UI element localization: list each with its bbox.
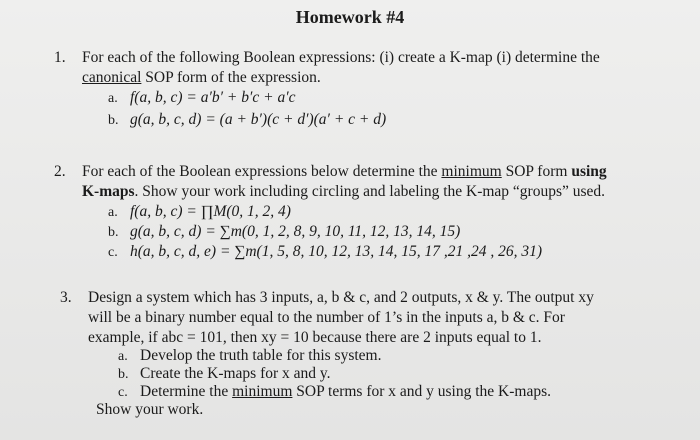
page-title: Homework #4 [295, 7, 405, 27]
q1-b-label: b. [108, 113, 119, 128]
q1-number: 1. [54, 49, 66, 66]
q3-item-b [118, 364, 331, 384]
q1-item-b [108, 110, 386, 130]
q1-canonical-underlined: canonical [82, 69, 142, 86]
q2-a-label: a. [108, 205, 118, 220]
q2-using-bold: using [571, 163, 607, 180]
q2-item-c [108, 242, 542, 262]
q3-c-text-rest: SOP terms for x and y using the K-maps. [292, 383, 552, 400]
q3-footer [96, 400, 203, 419]
q3-text-line1: Design a system which has 3 inputs, a, b & c, and 2 outputs, x & y. The output xy [88, 289, 594, 306]
q2-text-mid: SOP form [501, 163, 572, 180]
q3-item-a [118, 346, 382, 366]
q1-text-line2: SOP form of the expression. [141, 69, 321, 86]
q3-c-text-pre: Determine the [140, 383, 233, 400]
q1-a-expression: f(a, b, c) = a′b′ + b′c + a′c [130, 89, 296, 106]
q2-line1 [54, 162, 607, 181]
q3-a-text: Develop the truth table for this system. [140, 347, 382, 364]
q3-number: 3. [60, 289, 72, 306]
q1-text-line1: For each of the following Boolean expressions: (i) create a K-map (i) determine the [82, 49, 600, 66]
q1-line2 [82, 68, 321, 87]
q1-item-a [108, 88, 295, 108]
q2-b-label: b. [108, 225, 119, 240]
q2-number: 2. [54, 163, 66, 180]
q2-b-expression: g(a, b, c, d) = ∑m(0, 1, 2, 8, 9, 10, 11, 12, 13, 14, 15) [130, 223, 461, 240]
q1-b-expression: g(a, b, c, d) = (a + b′)(c + d′)(a′ + c + d) [130, 111, 387, 128]
q3-c-label: c. [118, 385, 128, 400]
q2-item-a [108, 202, 291, 222]
q3-text-line3: example, if abc = 101, then xy = 10 because there are 2 inputs equal to 1. [88, 329, 542, 346]
q3-b-text: Create the K-maps for x and y. [140, 365, 331, 382]
q1-a-label: a. [108, 91, 118, 106]
q2-c-label: c. [108, 245, 118, 260]
q3-line2 [88, 308, 565, 327]
q2-minimum-underlined: minimum [441, 163, 502, 180]
q3-a-label: a. [118, 349, 128, 364]
q2-item-b [108, 222, 460, 242]
q2-kmaps-bold: K-maps [82, 183, 135, 200]
q3-item-c [118, 382, 551, 402]
q2-text-pre: For each of the Boolean expressions below determine the [82, 163, 442, 180]
q3-b-label: b. [118, 367, 129, 382]
q3-minimum-underlined: minimum [232, 383, 293, 400]
q1-line1 [54, 48, 600, 67]
q2-line2 [82, 182, 605, 201]
q3-footer-text: Show your work. [96, 401, 204, 418]
q2-a-expression: f(a, b, c) = ∏M(0, 1, 2, 4) [130, 203, 291, 220]
q2-text-line2: . Show your work including circling and labeling the K-map “groups” used. [134, 183, 606, 200]
q3-line3 [88, 328, 542, 347]
q3-text-line2: will be a binary number equal to the number of 1’s in the inputs a, b & c. For [88, 309, 565, 326]
q2-c-expression: h(a, b, c, d, e) = ∑m(1, 5, 8, 10, 12, 13, 14, 15, 17 ,21 ,24 , 26, 31) [130, 243, 542, 260]
q3-line1 [60, 288, 594, 307]
